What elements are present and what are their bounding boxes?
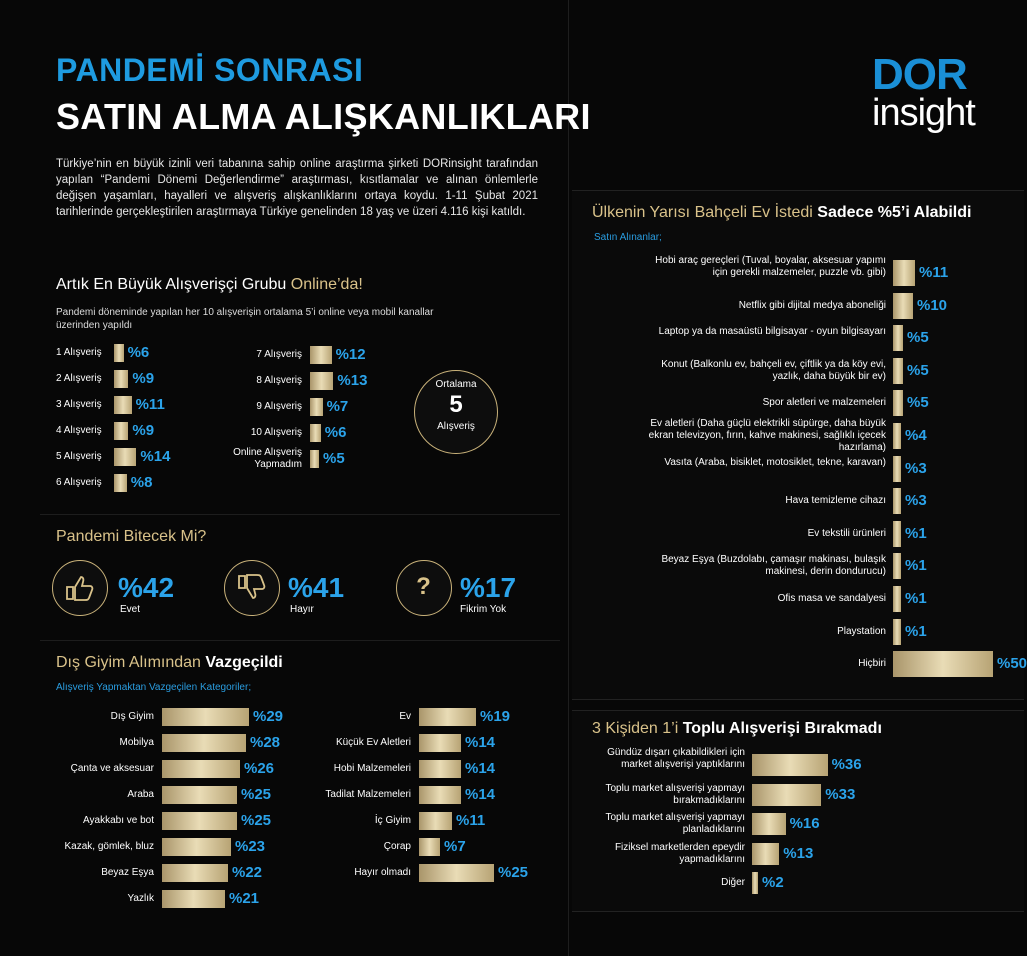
bar-value: %3 xyxy=(905,459,927,477)
bar-value: %10 xyxy=(917,296,948,314)
bar-value: %1 xyxy=(905,524,927,542)
bar xyxy=(893,586,901,612)
bar xyxy=(114,474,127,492)
bar-value: %6 xyxy=(324,424,347,441)
bar-value: %14 xyxy=(140,448,171,465)
bar-label: 2 Alışveriş xyxy=(56,373,102,384)
bar-value: %33 xyxy=(825,785,856,803)
garden-title-part-b: Sadece %5’i Alabildi xyxy=(817,204,972,221)
bar xyxy=(162,838,231,856)
bar-label: Laptop ya da masaüstü bilgisayar - oyun bilgisayarı xyxy=(658,326,886,338)
bar-label: Tadilat Malzemeleri xyxy=(325,789,411,800)
bar-label: Çanta ve aksesuar xyxy=(70,763,154,774)
bar xyxy=(114,448,136,466)
online-subtitle: Pandemi döneminde yapılan her 10 alışverişin ortalama 5’i online veya mobil kanallar üzerinden yapıldı xyxy=(56,307,434,331)
bar-label: Yazlık xyxy=(127,893,154,904)
bar-label: 8 Alışveriş xyxy=(256,375,302,386)
bar-value: %4 xyxy=(905,427,927,444)
bar xyxy=(310,398,323,416)
bar xyxy=(893,390,903,416)
bar xyxy=(893,619,901,645)
average-label-top: Ortalama xyxy=(435,379,477,390)
bar-value: %29 xyxy=(253,708,284,725)
bar xyxy=(162,890,225,908)
bar-value: %25 xyxy=(498,864,529,881)
bar xyxy=(752,784,821,806)
garden-section-title xyxy=(592,204,971,222)
bar xyxy=(893,358,903,384)
bar xyxy=(893,423,901,449)
bar xyxy=(893,553,901,579)
bar-value: %14 xyxy=(465,786,496,803)
thumbs-up-icon xyxy=(52,560,108,616)
bar-value: %5 xyxy=(907,394,929,412)
bar-value: %11 xyxy=(135,396,165,413)
bar xyxy=(893,488,901,514)
bar xyxy=(419,812,452,830)
bar-value: %3 xyxy=(905,492,927,510)
bar-value: %5 xyxy=(907,329,929,347)
bar xyxy=(162,734,246,752)
bar-value: %5 xyxy=(907,361,929,379)
garden-subtitle: Satın Alınanlar; xyxy=(594,232,662,243)
bar-value: %11 xyxy=(456,812,486,829)
bar-value: %7 xyxy=(444,838,466,855)
market-title-part-a: 3 Kişiden 1’i xyxy=(592,720,683,737)
bar xyxy=(893,260,915,286)
bar-label: Beyaz Eşya xyxy=(101,867,154,878)
bar-label: Ev aletleri (Daha güçlü elektrikli süpürge, daha büyük ekran televizyon, fırın, kahve makinesi, sağlıklı içecek hazırlama) xyxy=(648,418,886,453)
bar xyxy=(752,843,779,865)
bar-label: Hiçbiri xyxy=(858,658,886,670)
bar-label: Ofis masa ve sandalyesi xyxy=(777,593,886,604)
bar-label: Toplu market alışverişi yapmayı bırakmadıklarını xyxy=(605,782,745,806)
bar-label: 4 Alışveriş xyxy=(56,425,102,436)
bar-value: %1 xyxy=(905,590,927,607)
intro-paragraph: Türkiye’nin en büyük izinli veri tabanına sahip online araştırma şirketi DORinsight tarafından yapılan “Pandemi Dönemi Değerlendirme” araştırması, kısıtlamalar ve alınan önlemlerle değişen yaşamları, hayalleri ve alışveriş alışkanlıklarını ortaya koydu. 1-11 Şubat 2021 tarihlerinde gerçekleştirilen araştırmaya Türkiye genelinden 18 yaş ve üzeri 4.116 kişi katıldı. xyxy=(56,158,538,218)
bar-label: 9 Alışveriş xyxy=(256,401,302,412)
bar-label: 7 Alışveriş xyxy=(256,349,302,360)
pandemic-yes-label: Evet xyxy=(120,604,141,615)
bar xyxy=(114,370,128,388)
bar-label: Spor aletleri ve malzemeleri xyxy=(762,397,886,409)
bar-value: %25 xyxy=(241,812,272,829)
bar-value: %1 xyxy=(905,622,927,640)
bar xyxy=(419,786,461,804)
bar-label: Hobi araç gereçleri (Tuval, boyalar, aksesuar yapımı için gerekli malzemeler, puzzle vb. gibi) xyxy=(655,255,886,278)
separator xyxy=(40,514,560,515)
bar-label: Dış Giyim xyxy=(110,711,154,722)
bar-label: Ayakkabı ve bot xyxy=(83,815,154,826)
bar xyxy=(310,450,319,468)
bar-value: %22 xyxy=(232,864,263,881)
bar-label: İç Giyim xyxy=(374,815,411,826)
market-title-part-b: Toplu Alışverişi Bırakmadı xyxy=(682,720,882,737)
garden-title-part-a: Ülkenin Yarısı Bahçeli Ev İstedi xyxy=(592,204,818,221)
bar-value: %16 xyxy=(789,815,820,832)
bar xyxy=(419,760,461,778)
bar-label: Araba xyxy=(127,789,154,800)
bar-value: %2 xyxy=(762,874,784,891)
bar xyxy=(114,396,132,414)
bar-value: %6 xyxy=(127,344,150,361)
average-value: 5 xyxy=(449,391,463,418)
average-circle xyxy=(414,370,498,454)
bar-label: Netflix gibi dijital medya aboneliği xyxy=(738,299,886,311)
vertical-divider xyxy=(568,0,569,956)
bar xyxy=(752,872,758,894)
logo-insight: insight xyxy=(872,92,975,134)
bar xyxy=(419,864,494,882)
bar-value: %14 xyxy=(465,734,496,751)
bar-label: 10 Alışveriş xyxy=(250,427,302,438)
bar xyxy=(752,754,828,776)
bar-label: Ev xyxy=(399,711,411,722)
bar-label: Küçük Ev Aletleri xyxy=(335,737,411,748)
clothing-section-title xyxy=(56,654,283,672)
pandemic-yes-pct: %42 xyxy=(118,572,175,603)
bar-label: Fiziksel marketlerden epeydir yapmadıklarını xyxy=(614,841,745,865)
bar xyxy=(310,424,321,442)
bar xyxy=(893,651,993,677)
bar-label: 6 Alışveriş xyxy=(56,477,102,488)
bar-label: Mobilya xyxy=(119,737,154,748)
bar-label: 5 Alışveriş xyxy=(56,451,102,462)
bar-label: Gündüz dışarı çıkabildikleri için market alışverişi yaptıklarını xyxy=(607,747,745,770)
bar-label: Hobi Malzemeleri xyxy=(333,763,411,774)
bar-value: %9 xyxy=(132,370,155,387)
bar xyxy=(162,812,237,830)
bar-value: %14 xyxy=(465,760,496,777)
average-label-bottom: Alışveriş xyxy=(437,421,475,432)
pandemic-no-label: Hayır xyxy=(290,604,314,615)
bar xyxy=(162,786,237,804)
bar-value: %23 xyxy=(235,838,266,855)
bar xyxy=(893,521,901,547)
market-section-title xyxy=(592,720,882,738)
bar-value: %13 xyxy=(337,372,368,389)
title-line-2: SATIN ALMA ALIŞKANLIKLARI xyxy=(56,96,591,137)
bar xyxy=(162,864,228,882)
bar xyxy=(114,344,124,362)
bar-value: %36 xyxy=(831,756,862,773)
bar-label: 1 Alışveriş xyxy=(56,347,102,358)
online-title-part-a: Artık En Büyük Alışverişçi Grubu xyxy=(56,276,291,293)
bar-value: %9 xyxy=(132,422,155,439)
bar xyxy=(162,760,240,778)
bar-label: Diğer xyxy=(721,877,745,888)
bar xyxy=(752,813,786,835)
bar-value: %8 xyxy=(130,474,153,491)
bar xyxy=(419,838,440,856)
bar-value: %5 xyxy=(323,450,345,467)
bar-value: %25 xyxy=(241,786,272,803)
clothing-title-part-a: Dış Giyim Alımından xyxy=(56,654,206,671)
bar-label: Beyaz Eşya (Buzdolabı, çamaşır makinası, bulaşık makinesi, derin dondurucu) xyxy=(661,554,886,578)
bar-value: %26 xyxy=(244,760,275,777)
bar xyxy=(893,456,901,482)
bar-value: %19 xyxy=(480,708,511,725)
bar-label: Online Alışveriş Yapmadım xyxy=(233,447,302,470)
bar-value: %7 xyxy=(326,398,349,415)
bar-value: %1 xyxy=(905,557,927,575)
bar-label: Playstation xyxy=(837,625,886,637)
bar-value: %12 xyxy=(335,346,366,363)
bar-label: Kazak, gömlek, bluz xyxy=(64,841,154,852)
bar-label: 3 Alışveriş xyxy=(56,399,102,410)
bar-label: Hava temizleme cihazı xyxy=(785,495,886,507)
pandemic-unsure-pct: %17 xyxy=(460,572,517,603)
bar-value: %28 xyxy=(250,734,281,751)
pandemic-unsure-label: Fikrim Yok xyxy=(460,604,507,615)
clothing-title-part-b: Vazgeçildi xyxy=(205,654,283,671)
bar xyxy=(162,708,249,726)
bar-value: %11 xyxy=(919,264,949,281)
bar xyxy=(310,372,333,390)
online-title-part-b: Online’da! xyxy=(290,276,363,293)
bar-label: Konut (Balkonlu ev, bahçeli ev, çiftlik ya da köy evi, yazlık, daha büyük bir ev) xyxy=(661,358,886,382)
bar-label: Ev tekstili ürünleri xyxy=(807,527,886,539)
question-icon: ? xyxy=(396,560,452,616)
bar xyxy=(419,734,461,752)
separator xyxy=(40,640,560,641)
bar xyxy=(419,708,476,726)
bar-label: Hayır olmadı xyxy=(354,867,411,878)
bar xyxy=(114,422,128,440)
bar-value: %50 xyxy=(997,655,1027,673)
logo-dor: DOR xyxy=(872,50,967,99)
bar-label: Çorap xyxy=(383,841,411,852)
bar-value: %13 xyxy=(783,844,814,862)
pandemic-title: Pandemi Bitecek Mi? xyxy=(56,528,207,545)
title-line-1: PANDEMİ SONRASI xyxy=(56,52,364,88)
bar xyxy=(893,293,913,319)
bar xyxy=(310,346,332,364)
pandemic-no-pct: %41 xyxy=(288,572,345,603)
online-section-title xyxy=(56,276,363,294)
bar-label: Toplu market alışverişi yapmayı planladıklarını xyxy=(605,812,745,835)
bar xyxy=(893,325,903,351)
bar-value: %21 xyxy=(229,890,260,907)
bar-label: Vasıta (Araba, bisiklet, motosiklet, tekne, karavan) xyxy=(664,456,886,468)
thumbs-down-icon xyxy=(224,560,280,616)
clothing-subtitle: Alışveriş Yapmaktan Vazgeçilen Kategoriler; xyxy=(56,682,252,693)
